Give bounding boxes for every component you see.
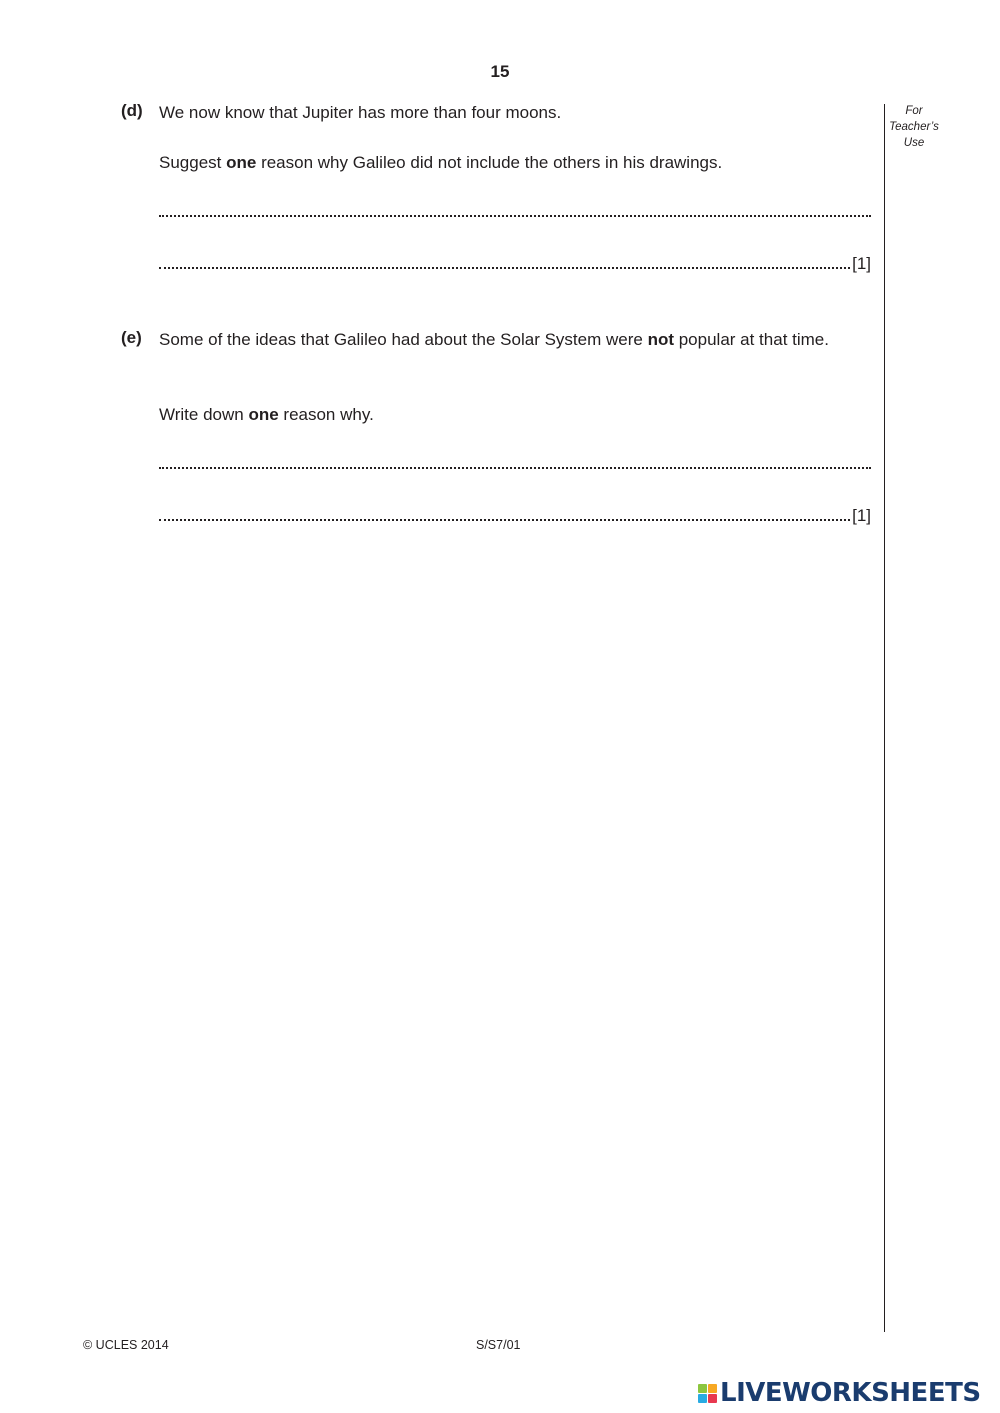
answer-dots	[159, 467, 871, 469]
logo-tile-4	[708, 1394, 717, 1403]
part-e-statement-before: Some of the ideas that Galileo had about the Solar System were	[159, 330, 648, 349]
page-number: 15	[490, 62, 510, 81]
part-e-marks: [1]	[852, 506, 871, 525]
teacher-label-line-2: Teacher’s	[889, 121, 939, 133]
part-e-answer-line-2[interactable]	[159, 504, 871, 526]
logo-tile-1	[698, 1384, 707, 1393]
part-e-prompt-before: Write down	[159, 405, 249, 424]
part-e-prompt-after: reason why.	[278, 405, 374, 424]
part-d-statement: We now know that Jupiter has more than four moons.	[159, 103, 562, 122]
part-d-label: (d)	[121, 101, 143, 120]
part-e-label: (e)	[121, 328, 142, 347]
footer-paper-code: S/S7/01	[476, 1338, 521, 1352]
logo-tile-2	[708, 1384, 717, 1393]
part-d-prompt-bold: one	[226, 153, 257, 172]
part-d-answer-line-2[interactable]	[159, 252, 871, 274]
teacher-margin-line	[884, 104, 885, 1332]
answer-dots	[159, 267, 850, 269]
part-e-prompt-bold: one	[248, 405, 279, 424]
answer-dots	[159, 519, 850, 521]
teacher-use-label	[885, 103, 943, 151]
part-d-prompt-before: Suggest	[159, 153, 227, 172]
part-d-marks: [1]	[852, 254, 871, 273]
teacher-label-line-1: For	[905, 105, 923, 117]
liveworksheets-logo-icon	[698, 1384, 717, 1403]
answer-dots	[159, 215, 871, 217]
part-e-statement-after: popular at that time.	[674, 330, 829, 349]
part-e-statement-bold: not	[647, 330, 674, 349]
part-e-prompt	[159, 402, 871, 427]
teacher-label-line-3: Use	[903, 137, 925, 149]
part-d-answer-line-1[interactable]	[159, 200, 871, 222]
logo-tile-3	[698, 1394, 707, 1403]
liveworksheets-logo	[698, 1378, 981, 1408]
part-e-statement	[159, 327, 871, 352]
part-e-answer-line-1[interactable]	[159, 452, 871, 474]
liveworksheets-logo-text: LIVEWORKSHEETS	[720, 1378, 981, 1408]
part-d-prompt-after: reason why Galileo did not include the others in his drawings.	[256, 153, 723, 172]
part-d-prompt	[159, 150, 871, 175]
footer-copyright: © UCLES 2014	[83, 1338, 169, 1352]
